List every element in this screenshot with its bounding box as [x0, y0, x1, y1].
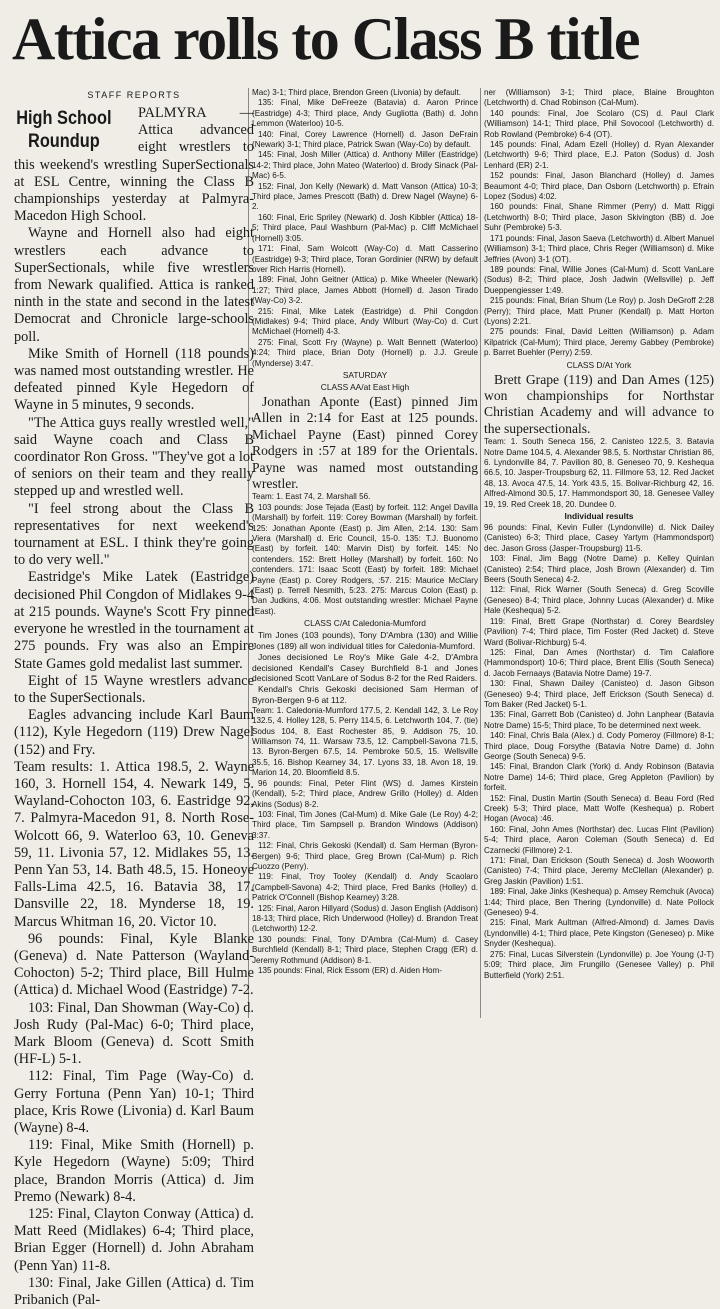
result-entry: 96 pounds: Final, Kyle Blanke (Geneva) d. Nate Patterson (Wayland-Cohocton) 5-2; Third place, Bill Hulme (Attica) d. Michael Wood (Eastridge) 7-2. [14, 930, 254, 999]
story-paragraph: "The Attica guys really wrestled well," said Wayne coach and Class B coordinator Ron Gross. "They've got a lot of seniors on their team and they really stepped up and wrestled well. [14, 414, 254, 500]
result-entry: 171: Final, Sam Wolcott (Way-Co) d. Matt Casserino (Eastridge) 9-3; Third place, Toran Gordinier (NRW) by default over Rich Harris (Hornell). [252, 244, 478, 274]
result-entry: 112: Final, Chris Gekoski (Kendall) d. Sam Herman (Byron-Bergen) 9-6; Third place, Greg Brown (Cal-Mum) p. Rich Cuozzo (Perry). [252, 841, 478, 871]
story-paragraph: Tim Jones (103 pounds), Tony D'Ambra (130) and Willie Jones (189) all won individual titles for Caledonia-Mumford. [252, 630, 478, 652]
result-entry: 275 pounds: Final, David Leitten (Williamson) p. Adam Kilpatrick (Cal-Mum); Third place, Jeremy Gabbey (Pembroke) p. Barret Buehler (Perry) 2:59. [484, 327, 714, 358]
result-entry: 103: Final, Tim Jones (Cal-Mum) d. Mike Gale (Le Roy) 4-2; Third place, Tim Sampsell p. Brandon Windows (Addison) 3:37. [252, 809, 478, 840]
column-2 [252, 88, 478, 1018]
result-entry: 171 pounds: Final, Jason Saeva (Letchworth) d. Albert Manuel (Williamson) 3-1; Third place, Chris Reger (Williamson) d. Mike Jeffries (Avon) 3-1 (OT). [484, 233, 714, 264]
result-entry: 135: Final, Mike DeFreeze (Batavia) d. Aaron Prince (Eastridge) 4-3; Third place, Andy Gugliotta (Bath) d. John Lemmon (Waterloo) 10-5. [252, 98, 478, 129]
story-paragraph: "I feel strong about the Class B representatives for next weekend's tournament at ESL. I think they're going to do very well." [14, 500, 254, 569]
story-paragraph: Jones decisioned Le Roy's Mike Gale 4-2, D'Ambra decisioned Kendall's Casey Burchfield 8-1 and Jones decisioned Scott VanLare of Sodus 8-2 for the Red Raiders. [252, 651, 478, 684]
result-entry: 103: Final, Dan Showman (Way-Co) d. Josh Rudy (Pal-Mac) 6-0; Third place, Mark Bloom (Geneva) d. Scott Smith (HF-L) 5-1. [14, 999, 254, 1068]
result-entry: 152: Final, Dustin Martin (South Seneca) d. Beau Ford (Red Creek) 5-3; Third place, Matt Wolfe (Keshequa) p. Robert Hogan (Avoca) :46. [484, 793, 714, 824]
results-list [484, 88, 714, 359]
result-entry: 96 pounds: Final, Kevin Fuller (Lyndonville) d. Nick Dailey (Canisteo) 6-3; Third place, Casey Yartym (Hammondsport) dec. Jason Gross (Jasper-Troupsburg) 11-5. [484, 523, 714, 553]
results-list [14, 759, 254, 1309]
result-entry: 152 pounds: Final, Jason Blanchard (Holley) d. James Beaumont 4-0; Third place, Dan Osborn (Letchworth) p. Efrain Lopez (Sodus) 4:02. [484, 171, 714, 202]
result-entry: Mac) 3-1; Third place, Brendon Green (Livonia) by default. [252, 88, 462, 97]
result-entry: 189 pounds: Final, Willie Jones (Cal-Mum) d. Scott VanLare (Sodus) 8-2; Third place, Josh Jadwin (Wellsville) p. Jeff Dueppengiesser 1:49. [484, 264, 714, 295]
result-entry: 145 pounds: Final, Adam Ezell (Holley) d. Ryan Alexander (Letchworth) 9-6; Third place, E.J. Paton (Sodus) d. Josh Lenhard (ER) 2-1. [484, 140, 714, 170]
result-entry: 125: Final, Clayton Conway (Attica) d. Matt Reed (Midlakes) 6-4; Third place, Brian Egger (Hornell) d. John Abraham (Penn Yan) 11-8. [14, 1206, 254, 1274]
result-entry: 145: Final, Josh Miller (Attica) d. Anthony Miller (Eastridge) 14-2; Third place, John Mateo (Waterloo) d. Brody Sinack (Pal-Mac) 6-5. [252, 150, 478, 181]
result-entry: 119: Final, Brett Grape (Northstar) d. Corey Beardsley (Pavilion) 7-4; Third place, Tim Foster (Red Jacket) d. Steve Ward (Bolivar-Richburg) 5-4. [484, 616, 714, 647]
story-paragraph: Mike Smith of Hornell (118 pounds) was named most outstanding wrestler. He defeated pinned Kyle Hegedorn of Wayne in 5 minutes, 9 seconds. [14, 345, 254, 414]
results-list [252, 492, 478, 617]
result-entry: 130: Final, Jake Gillen (Attica) d. Tim Pribanich (Pal- [14, 1274, 254, 1309]
story-paragraph: Wayne and Hornell also had eight wrestlers each advance to SuperSectionals, while five wrestlers from Newark qualified. Attica is ranked ninth in the state and second in the latest Democrat and Chronicle large-schools poll. [14, 225, 254, 345]
result-entry: 215 pounds: Final, Brian Shum (Le Roy) p. Josh DeGroff 2:28 (Perry); Third place, Matt Pruner (Kendall) p. Matt Horton (Lyons) 2:21. [484, 296, 714, 326]
result-entry: Team: 1. Caledonia-Mumford 177.5, 2. Kendall 142, 3. Le Roy 132.5, 4. Holley 128, 5. Perry 114.5, 6. Letchworth 104, 7. (tie) Sodus 104, 8. East Rochester 85, 9. Addison 75, 10. Williamson 74, 11. Warsaw 73.5, 12. Campbell-Savona 71.5, 13. Byron-Bergen 67.5, 14. Pembroke 50.5, 15. Wellsville 35.5, 16. Bishop Kearney 34, 17. Lyons 33, 18. Avon 18, 19. Marion 14, 20. Bloomfield 8.5. [252, 705, 478, 778]
class-aa-story: Jonathan Aponte (East) pinned Jim Allen in 2:14 for East at 125 pounds. Michael Payne (East) pinned Corey Rodgers in :57 at 189 for the Orientals. Payne was named most outstanding wrestler. [252, 393, 478, 491]
lead-paragraph: High School Roundup PALMYRA — Attica advanced eight wrestlers to this weekend's wrestling SuperSectionals at ESL Centre, winning the Class B championships yesterday at Palmyra-Macedon High School. [14, 105, 254, 225]
results-list [252, 88, 478, 369]
results-list [252, 706, 478, 977]
result-entry: 215: Final, Mark Aultman (Alfred-Almond) d. James Davis (Lyndonville) 4-1; Third place, Pete Kingston (Geneseo) p. Mike Snyder (Keshequa). [484, 918, 714, 949]
story-paragraph: Eagles advancing include Karl Baum (112), Kyle Hegedorn (119) Drew Nagel (152) and Fry. [14, 707, 254, 758]
result-entry: 96 pounds: Final, Peter Flint (WS) d. James Kirstein (Kendall), 5-2; Third place, Andrew Grillo (Holley) d. Alden Akins (Sodus) 8-2. [252, 778, 478, 809]
result-entry: 189: Final, John Geitner (Attica) p. Mike Wheeler (Newark) 1:27; Third place, James Abbott (Hornell) d. Jason Tirado (Way-Co) 3-2. [252, 275, 478, 306]
class-d-story: Brett Grape (119) and Dan Ames (125) won championships for Northstar Christian Academy and will advance to the supersectionals. [484, 371, 714, 436]
result-entry: 130 pounds: Final, Tony D'Ambra (Cal-Mum) d. Casey Burchfield (Kendall) 8-1; Third place, Stephen Cragg (ER) d. Jeremy Rothmund (Addison) 8-1. [252, 934, 478, 965]
result-entry: Team results: 1. Attica 198.5, 2. Wayne 160, 3. Hornell 154, 4. Newark 149, 5. Wayland-Cohocton 103, 6. Eastridge 92, 7. Palmyra-Macedon 91, 8. North Rose-Wolcott 66, 9. Waterloo 63, 10. Geneva 59, 11. Livonia 57, 12. Midlakes 55, 13. Penn Yan 53, 14. Bath 48.5, 15. Honeoye Falls-Lima 42.5, 16. Batavia 38, 17. Dansville 22, 18. Mynderse 18, 19. Marcus Whitman 16, 20. Victor 10. [14, 758, 254, 930]
result-entry: 275: Final, Scott Fry (Wayne) p. Walt Bennett (Waterloo) 4:24; Third place, Brian Doty (Hornell) p. J.J. Greule (Mynderse) 3:47. [252, 337, 478, 368]
result-entry: ner (Williamson) 3-1; Third place, Blaine Broughton (Letchworth) d. Chad Robinson (Cal-Mum). [484, 88, 714, 108]
result-entry: 275: Final, Lucas Silverstein (Lyndonville) p. Joe Young (J-T) 5:09; Third place, Jim Frungillo (Genesee Valley) p. Phil Butterfield (York) 2:51. [484, 949, 714, 980]
class-aa-heading: CLASS AA/at East High [320, 381, 410, 392]
result-entry: 119: Final, Mike Smith (Hornell) p. Kyle Hegedorn (Wayne) 5:09; Third place, Brandon Morris (Attica) d. Jim Premo (Newark) 8-4. [14, 1137, 254, 1205]
result-entry: 160 pounds: Final, Shane Rimmer (Perry) d. Matt Riggi (Letchworth) 8-0; Third place, Jason Skivington (BB) d. Joe Suhr (Pembroke) 5-3. [484, 202, 714, 233]
result-entry: 112: Final, Rick Warner (South Seneca) d. Greg Scoville (Geneseo) 8-4; Third place, Johnny Lucas (Alexander) d. Mike Hale (Keshequa) 5-2. [484, 585, 714, 616]
result-entry: 103: Final, Jim Bagg (Notre Dame) p. Kelley Quinlan (Canisteo) 2:54; Third place, Josh Brown (Alexander) d. Tim Beers (South Seneca) 4-2. [484, 554, 714, 585]
story-paragraph: Eight of 15 Wayne wrestlers advance to the SuperSectionals. [14, 672, 254, 706]
result-entry: 152: Final, Jon Kelly (Newark) d. Matt Vanson (Attica) 10-3; Third place, James Prescott (Bath) d. Drew Nagel (Wayne) 6-2. [252, 181, 478, 212]
result-entry: 171: Final, Dan Erickson (South Seneca) d. Josh Wooworth (Canisteo) 7-4; Third place, Jeremy McClellan (Alexander) p. Greg Jaskin (Pavilion) 1:51. [484, 856, 714, 886]
result-entry: Team: 1. East 74, 2. Marshall 56. [252, 492, 371, 502]
result-entry: 125: Final, Aaron Hillyard (Sodus) d. Jason English (Addison) 18-13; Third place, Rich Underwood (Holley) d. Brandon Treat (Letchworth) 12-2. [252, 903, 478, 934]
result-entry: 160: Final, John Ames (Northstar) dec. Lucas Flint (Pavilion) 5-4; Third place, Aaron Coleman (South Seneca) d. Ed Czarnecki (Fillmore) 2-1. [484, 824, 714, 855]
class-c-story [252, 630, 478, 706]
story-paragraph: Kendall's Chris Gekoski decisioned Sam Herman of Byron-Bergen 9-6 at 112. [252, 684, 478, 706]
result-entry: 145: Final, Brandon Clark (York) d. Andy Robinson (Batavia Notre Dame) 14-6; Third place, Greg Appleton (Pavilion) by forfeit. [484, 762, 714, 793]
result-entry: 160: Final, Eric Spriley (Newark) d. Josh Kibbler (Attica) 18-5; Third place, Paul Washburn (Pal-Mac) p. Cliff McMichael (Hornell) 3:05. [252, 212, 478, 243]
result-entry: 119: Final, Troy Tooley (Kendall) d. Andy Scaolaro (Campbell-Savona) 4-2; Third place, Fred Banks (Holley) d. Patrick O'Connell (Bishop Kearney) 3:28. [252, 872, 478, 903]
class-c-heading: CLASS C/At Caledonia-Mumford [304, 618, 426, 629]
class-d-heading: CLASS D/At York [566, 359, 632, 370]
result-entry: 140: Final, Chris Bala (Alex.) d. Cody Pomeroy (Fillmore) 8-1; Third place, Doug Forsythe (Batavia Notre Dame) d. John George (South Seneca) 9-5. [484, 731, 714, 761]
result-entry: 189: Final, Jake Jinks (Keshequa) p. Amsey Remchuk (Avoca) 1:44; Third place, Ben Thering (Lyndonville) d. Nate Pollock (Geneseo) 9-4. [484, 887, 714, 918]
result-entry: 125: Final, Dan Ames (Northstar) d. Tim Calafiore (Hammondsport) 10-6; Third place, Brent Ellis (South Seneca) d. Jacob Fernaays (Batavia Notre Dame) 19-7. [484, 647, 714, 678]
day-heading: SATURDAY [342, 369, 388, 380]
result-entry: 140 pounds: Final, Joe Scolaro (CS) d. Paul Clark (Williamson) 14-1; Third place, Phil Sovocool (Letchworth) d. Rob Rowland (Pembroke) 6-4 (OT). [484, 108, 714, 139]
result-entry: 135 pounds: Final, Rick Essom (ER) d. Aiden Hom- [258, 966, 442, 976]
result-entry: 130: Final, Shawn Dailey (Canisteo) d. Jason Gibson (Geneseo) 9-4; Third place, Jeff Erickson (South Seneca) d. Tom Baker (Red Jacket) 5-1. [484, 679, 714, 709]
column-3 [484, 88, 714, 1018]
column-1 [14, 88, 254, 1309]
story-body [14, 225, 254, 758]
byline: STAFF REPORTS [87, 90, 181, 100]
headline: Attica rolls to Class B title [12, 6, 639, 72]
result-entry: 112: Final, Tim Page (Way-Co) d. Gerry Fortuna (Penn Yan) 10-1; Third place, Kris Rowe (Livonia) d. Karl Baum (Wayne) 8-4. [14, 1068, 254, 1136]
team-results: Team: 1. South Seneca 156, 2. Canisteo 122.5, 3. Batavia Notre Dame 104.5, 4. Alexander 98.5, 5. Northstar Christian 86, 6. Lyndonville 84, 7. Pavilion 80, 8. Geneseo 70, 9. Keshequa 66.5, 10. Jasper-Troupsburg 62, 11. Fillmore 53, 12. Red Jacket 48, 13. Avoca 47.5, 14. York 43.5, 15. Bolivar-Richburg 42, 16. Alfred-Almond 30.5, 17. Hammondsport 30, 18. Genesee Valley 19, 19. Red Creek 18, 20. Dundee 0. [484, 437, 714, 509]
section-label: High School Roundup [16, 108, 112, 152]
result-entry: 140: Final, Corey Lawrence (Hornell) d. Jason DeFrain (Newark) 3-1; Third place, Patrick Swan (Way-Co) by default. [252, 129, 478, 150]
result-entry: 215: Final, Mike Latek (Eastridge) d. Phil Congdon (Midlakes) 9-4; Third place, Andy Wilburt (Way-Co) d. Curt McMichael (Hornell) 4-3. [252, 306, 478, 337]
result-entry: 103 pounds: Jose Tejada (East) by forfeit. 112: Angel Davilla (Marshall) by forfeit. 119: Corey Bowman (Marshall) by forfeit. 125: Jonathan Aponte (East) p. Jim Allen, 2:14. 130: Sam Viera (Marshall) d. Eric Council, 15-0. 135: T.J. Buonomo (East) by forfeit. 140: Marvin Dist) by forfeit. 145: No contenders. 152: Brett Holley (Marshall) by forfeit. 160: No contenders. 171: Isaac Scott (East) by forfeit. 189: Michael Payne (East) p. Corey Rodgers, :57. 215: Maurice McClary (East) p. Terrell Nesmith, 5:23. 275: Marcus Colon (East) p. Dan Judkins, 4:06. Most outstanding wrestler: Michael Payne (East). [252, 502, 478, 616]
results-list [484, 523, 714, 981]
column-rule [480, 88, 481, 1018]
result-entry: 135: Final, Garrett Bob (Canisteo) d. John Lanphear (Batavia Notre Dame) 15-5; Third place, To be determined next week. [484, 710, 714, 730]
story-paragraph: Eastridge's Mike Latek (Eastridge) decisioned Phil Congdon of Midlakes 9-4 at 215 pounds. Wayne's Scott Fry pinned everyone he wrestled in the tournament at 275 pounds. Fry was also an Empire State Games gold medalist last summer. [14, 569, 254, 672]
individual-results-heading: Individual results [564, 511, 634, 522]
